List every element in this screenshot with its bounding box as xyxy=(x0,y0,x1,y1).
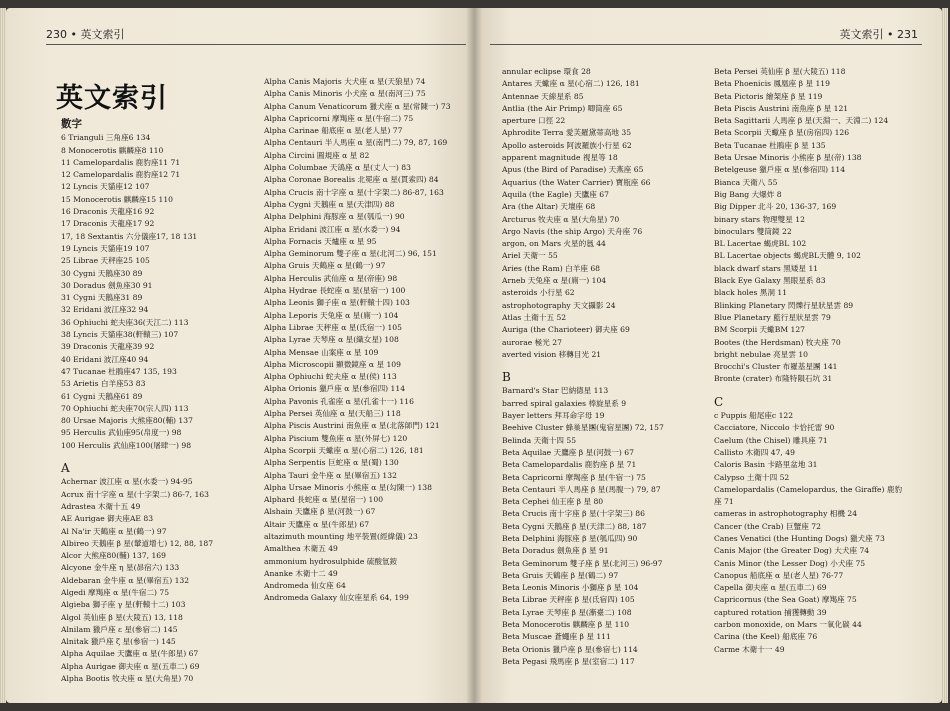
index-entry: Algieba 獅子座 γ 星(軒轅十二) 103 xyxy=(61,600,186,610)
index-entry: Callisto 木衛四 47, 49 xyxy=(714,447,795,457)
index-entry: 16 Draconis 天龍座16 92 xyxy=(61,207,155,217)
index-entry: Bianca 天衛八 55 xyxy=(714,177,778,187)
index-entry: Big Dipper 北斗 20, 136-37, 169 xyxy=(714,202,837,212)
index-entry: Andromeda Galaxy 仙女座星系 64, 199 xyxy=(264,593,409,603)
index-section-heading: 數字 xyxy=(61,118,82,130)
index-entry: Arneb 天兔座 α 星(廁一) 104 xyxy=(502,276,607,286)
index-entry: Alpha Columbae 天鴿座 α 星(丈人一) 83 xyxy=(264,163,411,173)
index-entry: Calypso 土衛十四 52 xyxy=(714,472,790,482)
book-gutter xyxy=(466,8,482,703)
left-page-column-2 xyxy=(264,76,469,605)
index-entry: Algol 英仙座 β 星(大陵五) 13, 118 xyxy=(61,612,183,622)
index-entry: Alpha Aquilae 天鷹座 α 星(牛郎星) 67 xyxy=(61,649,199,659)
left-page xyxy=(6,8,474,703)
index-entry: Beta Ursae Minoris 小熊座 β 星(帝) 138 xyxy=(714,153,862,163)
index-entry: Beta Gruis 天鶴座 β 星(鶴二) 97 xyxy=(502,570,619,580)
index-entry: Antennae 天線星系 85 xyxy=(502,91,584,101)
index-entry: Beta Phoenicis 鳳凰座 β 星 119 xyxy=(714,79,830,89)
index-entry: Belinda 天衛十四 55 xyxy=(502,435,577,445)
index-entry: Caelum (the Chisel) 雕具座 71 xyxy=(714,435,828,445)
index-entry: Beta Geminorum 雙子座 β 星(北河三) 96-97 xyxy=(502,558,663,568)
index-entry: Cancer (the Crab) 巨蟹座 72 xyxy=(714,521,821,531)
index-entry: Alpha Geminorum 雙子座 α 星(北河二) 96, 151 xyxy=(264,249,437,259)
index-entry: Aldebaran 金牛座 α 星(畢宿五) 132 xyxy=(61,575,190,585)
index-entry: Alpha Aurigae 御夫座 α 星(五車二) 69 xyxy=(61,661,200,671)
index-entry: Alpha Cygni 天鵝座 α 星(天津四) 88 xyxy=(264,199,395,209)
index-entry: Alpha Coronae Borealis 北冕座 α 星(貫索四) 84 xyxy=(264,175,439,185)
index-entry: Alpha Eridani 波江座 α 星(水委一) 94 xyxy=(264,224,401,234)
index-entry: Aquarius (the Water Carrier) 寶瓶座 66 xyxy=(502,177,651,187)
index-entry: Alpha Persei 英仙座 α 星(天船三) 118 xyxy=(264,409,401,419)
index-entry: black dwarf stars 黑矮星 11 xyxy=(714,263,819,273)
index-entry: Argo Navis (the ship Argo) 天舟座 76 xyxy=(502,226,643,236)
index-section-heading: A xyxy=(61,461,70,476)
index-entry: Ara (the Altar) 天壇座 68 xyxy=(502,202,596,212)
index-entry: Beta Tucanae 杜鵑座 β 星 135 xyxy=(714,140,826,150)
index-entry: Algedi 摩羯座 α 星(牛宿二) 75 xyxy=(61,587,170,597)
index-entry: barred spiral galaxies 棒旋星系 9 xyxy=(502,398,627,408)
index-entry: averted vision 移轉目光 21 xyxy=(502,349,602,359)
index-entry: Blue Planetary 藍行星狀星雲 79 xyxy=(714,312,831,322)
index-entry: Aries (the Ram) 白羊座 68 xyxy=(502,263,601,273)
index-entry: 19 Lyncis 天貓座19 107 xyxy=(61,243,150,253)
index-entry: argon, on Mars 火星的氬 44 xyxy=(502,239,606,249)
left-page-column-1 xyxy=(61,118,261,685)
index-entry: asteroids 小行星 62 xyxy=(502,288,575,298)
index-entry: 47 Tucanae 杜鵑座47 135, 193 xyxy=(61,366,177,376)
index-entry: 17 Draconis 天龍座17 92 xyxy=(61,219,155,229)
index-entry: Alpha Capricorni 摩羯座 α 星(牛宿二) 75 xyxy=(264,113,414,123)
index-entry: aperture 口徑 22 xyxy=(502,116,566,126)
index-entry: Alpha Serpentis 巨蛇座 α 星(蜀) 130 xyxy=(264,458,399,468)
index-entry: ammonium hydrosulphide 硫酸氫銨 xyxy=(264,556,398,566)
index-entry: Alpha Piscium 雙魚座 α 星(外屏七) 120 xyxy=(264,433,408,443)
index-entry: aurorae 極光 27 xyxy=(502,337,562,347)
index-entry: Beta Lyrae 天琴座 β 星(漸臺二) 108 xyxy=(502,607,632,617)
index-entry: Carina (the Keel) 船底座 76 xyxy=(714,632,818,642)
index-entry: Beta Camelopardalis 鹿豹座 β 星 71 xyxy=(502,460,637,470)
index-entry: 6 Trianguli 三角座6 134 xyxy=(61,133,151,143)
index-entry: Alpha Hydrae 長蛇座 α 星(星宿一) 100 xyxy=(264,286,406,296)
index-entry: Barnard's Star 巴納德星 113 xyxy=(502,386,609,396)
index-entry: Beta Persei 英仙座 β 星(大陵五) 118 xyxy=(714,67,846,76)
index-entry: Beta Pictoris 繪架座 β 星 119 xyxy=(714,91,823,101)
index-entry: Beta Monocerotis 麒麟座 β 星 110 xyxy=(502,620,630,630)
index-entry: Beta Orionis 獵戶座 β 星(參宿七) 114 xyxy=(502,644,638,654)
index-section-heading: C xyxy=(714,394,724,409)
index-entry: Brocchi's Cluster 布羅基星團 141 xyxy=(714,362,838,372)
index-entry: Capella 御夫座 α 星(五車二) 69 xyxy=(714,583,827,593)
index-entry: BM Scorpii 天蠍BM 127 xyxy=(714,325,806,335)
index-entry: 30 Doradus 劍魚座30 91 xyxy=(61,280,153,290)
index-entry: Canopus 船底座 α 星(老人星) 76-77 xyxy=(714,570,844,580)
index-entry: Apollo asteroids 阿波羅族小行星 62 xyxy=(502,140,632,150)
index-entry: Beta Doradus 劍魚座 β 星 91 xyxy=(502,546,609,556)
index-entry: Alpha Microscopii 顯微鏡座 α 星 109 xyxy=(264,359,401,369)
index-entry: Big Bang 大爆炸 8 xyxy=(714,189,782,199)
index-entry: Alpha Leonis 獅子座 α 星(軒轅十四) 103 xyxy=(264,298,410,308)
index-entry: Aphrodite Terra 愛芙羅黛蒂高地 35 xyxy=(502,128,632,138)
index-entry: Alpha Leporis 天兔座 α 星(廁一) 104 xyxy=(264,310,399,320)
index-entry: Alpha Librae 天秤座 α 星(氐宿一) 105 xyxy=(264,322,402,332)
index-entry: Alpha Scorpii 天蠍座 α 星(心宿二) 126, 181 xyxy=(264,445,424,455)
index-entry: Al Na'ir 天鶴座 α 星(鶴一) 97 xyxy=(61,526,167,536)
index-entry: Beta Delphini 海豚座 β 星(瓠瓜四) 90 xyxy=(502,533,638,543)
index-entry: 12 Camelopardalis 鹿豹座12 71 xyxy=(61,170,181,180)
index-entry: Canis Minor (the Lesser Dog) 小犬座 75 xyxy=(714,558,866,568)
index-entry: Atlas 土衛十五 52 xyxy=(502,312,567,322)
index-entry: Alpha Piscis Austrini 南魚座 α 星(北落師門) 121 xyxy=(264,421,440,431)
index-entry: Beta Capricorni 摩羯座 β 星(牛宿一) 75 xyxy=(502,472,646,482)
index-entry: Ananke 木衛十二 49 xyxy=(264,568,338,578)
index-entry: altazimuth mounting 地平裝置(經緯儀) 23 xyxy=(264,531,418,541)
index-entry: Alphard 長蛇座 α 星(星宿一) 100 xyxy=(264,495,384,505)
index-entry: Blinking Planetary 閃爍行星狀星雲 89 xyxy=(714,300,854,310)
index-entry: 80 Ursae Majoris 大熊座80(輔) 137 xyxy=(61,416,193,426)
index-entry: Alpha Tauri 金牛座 α 星(畢宿五) 132 xyxy=(264,470,397,480)
index-entry: 70 Ophiuchi 蛇夫座70(宗人四) 113 xyxy=(61,403,189,413)
index-entry: Ariel 天衛一 55 xyxy=(502,251,558,261)
index-entry: apparent magnitude 視星等 18 xyxy=(502,153,618,163)
index-entry: Alnilam 獵戶座 ε 星(參宿二) 145 xyxy=(61,624,178,634)
index-entry: Antlia (the Air Primp) 唧筒座 65 xyxy=(502,103,623,113)
index-entry: Alcyone 金牛座 η 星(昴宿六) 133 xyxy=(61,563,180,573)
index-entry: Antares 天蠍座 α 星(心宿二) 126, 181 xyxy=(502,79,640,89)
index-entry: Beehive Cluster 蜂巢星團(鬼宿星團) 72, 157 xyxy=(502,423,664,433)
index-entry: Alpha Circini 圓規座 α 星 82 xyxy=(264,150,370,160)
index-entry: Alpha Pavonis 孔雀座 α 星(孔雀十一) 116 xyxy=(264,396,414,406)
index-entry: Canes Venatici (the Hunting Dogs) 獵犬座 73 xyxy=(714,533,885,543)
index-entry: Alcor 大熊座80(輔) 137, 169 xyxy=(61,551,166,561)
right-page-column-2 xyxy=(714,66,919,656)
index-entry: 40 Eridani 波江座40 94 xyxy=(61,354,149,364)
index-entry: Beta Aquilae 天鷹座 β 星(河鼓一) 67 xyxy=(502,447,634,457)
left-running-head: 230 • 英文索引 xyxy=(46,28,125,41)
index-entry: black holes 黑洞 11 xyxy=(714,288,788,298)
right-page-edge xyxy=(942,8,948,703)
index-entry: BL Lacertae 蝎虎BL 102 xyxy=(714,239,807,249)
index-entry: Camelopardalis (Camelopardus, the Giraffe) 鹿豹座 71 xyxy=(714,484,903,507)
index-entry: Amalthea 木衛五 49 xyxy=(264,544,338,554)
index-entry: 30 Cygni 天鵝座30 89 xyxy=(61,268,143,278)
index-entry: Andromeda 仙女座 64 xyxy=(264,581,346,591)
index-entry: Alpha Ursae Minoris 小熊座 α 星(勾陳一) 138 xyxy=(264,482,432,492)
index-entry: 32 Eridani 波江座32 94 xyxy=(61,305,149,315)
index-entry: Beta Muscae 蒼蠅座 β 星 111 xyxy=(502,632,611,642)
index-entry: 17, 18 Sextantis 六分儀座17, 18 131 xyxy=(61,231,198,241)
index-entry: 53 Arietis 白羊座53 83 xyxy=(61,379,146,389)
right-running-head: 英文索引 • 231 xyxy=(839,28,918,41)
right-header-rule xyxy=(490,44,922,45)
index-entry: bright nebulae 亮星雲 10 xyxy=(714,349,808,359)
index-entry: 15 Monocerotis 麒麟座15 110 xyxy=(61,194,173,204)
index-entry: Capricornus (the Sea Goat) 摩羯座 75 xyxy=(714,595,857,605)
index-entry: 95 Herculis 武仙座95(帛度一) 98 xyxy=(61,428,182,438)
index-entry: AE Aurigae 御夫座AE 83 xyxy=(61,514,154,524)
index-entry: Betelgeuse 獵戶座 α 星(參宿四) 114 xyxy=(714,165,846,175)
index-entry: 39 Draconis 天龍座39 92 xyxy=(61,342,155,352)
index-entry: Beta Centauri 半人馬座 β 星(馬腹一) 79, 87 xyxy=(502,484,661,494)
index-entry: annular eclipse 環食 28 xyxy=(502,67,591,76)
index-title: 英文索引 xyxy=(56,83,168,114)
index-entry: 100 Herculis 武仙座100(屠肆一) 98 xyxy=(61,440,192,450)
index-entry: captured rotation 捕獲轉動 39 xyxy=(714,607,827,617)
index-entry: 36 Ophiuchi 蛇夫座36(天江二) 113 xyxy=(61,317,189,327)
index-entry: Achernar 波江座 α 星(水委一) 94-95 xyxy=(61,477,193,487)
index-entry: Arcturus 牧夫座 α 星(大角星) 70 xyxy=(502,214,620,224)
index-entry: 25 Librae 天秤座25 105 xyxy=(61,256,150,266)
index-entry: c Puppis 船尾座c 122 xyxy=(714,411,794,421)
index-entry: Beta Leonis Minoris 小獅座 β 星 104 xyxy=(502,583,639,593)
index-entry: Bronte (crater) 布隆特隕石坑 31 xyxy=(714,374,833,384)
index-entry: Apus (the Bird of Paradise) 天燕座 65 xyxy=(502,165,644,175)
index-entry: Alpha Fornacis 天爐座 α 星 95 xyxy=(264,236,377,246)
index-entry: Beta Pegasi 飛馬座 β 星(室宿二) 117 xyxy=(502,656,635,666)
index-entry: cameras in astrophotography 相機 24 xyxy=(714,509,858,519)
index-entry: 12 Lyncis 天貓座12 107 xyxy=(61,182,150,192)
index-entry: Alpha Bootis 牧夫座 α 星(大角星) 70 xyxy=(61,674,194,684)
index-entry: Black Eye Galaxy 黑眼星系 83 xyxy=(714,276,826,286)
index-entry: Alpha Centauri 半人馬座 α 星(南門二) 79, 87, 169 xyxy=(264,138,448,148)
index-entry: Alpha Orionis 獵戶座 α 星(參宿四) 114 xyxy=(264,384,406,394)
index-entry: 8 Monocerotis 麒麟座8 110 xyxy=(61,145,164,155)
index-entry: Beta Librae 天秤座 β 星(氐宿四) 105 xyxy=(502,595,635,605)
index-entry: Alpha Gruis 天鶴座 α 星(鶴一) 97 xyxy=(264,261,386,271)
index-entry: Altair 天鷹座 α 星(牛郎星) 67 xyxy=(264,519,370,529)
index-entry: Acrux 南十字座 α 星(十字架二) 86-7, 163 xyxy=(61,489,209,499)
index-entry: Alpha Delphini 海豚座 α 星(瓠瓜一) 90 xyxy=(264,212,405,222)
index-entry: carbon monoxide, on Mars 一氧化碳 44 xyxy=(714,620,862,630)
index-entry: 11 Camelopardalis 鹿豹座11 71 xyxy=(61,157,181,167)
index-entry: Beta Piscis Austrini 南魚座 β 星 121 xyxy=(714,103,849,113)
index-entry: Aquila (the Eagle) 天鷹座 67 xyxy=(502,189,609,199)
index-entry: Alpha Crucis 南十字座 α 星(十字架二) 86-87, 163 xyxy=(264,187,444,197)
index-entry: astrophotography 天文攝影 24 xyxy=(502,300,616,310)
index-entry: Adrastea 木衛十五 49 xyxy=(61,501,141,511)
left-header-rule xyxy=(46,44,466,45)
index-entry: Bayer letters 拜耳命字母 19 xyxy=(502,411,605,421)
index-entry: Alshain 天鷹座 β 星(河鼓一) 67 xyxy=(264,507,376,517)
index-entry: Alpha Herculis 武仙座 α 星(帝座) 98 xyxy=(264,273,398,283)
index-entry: binary stars 物理雙星 12 xyxy=(714,214,805,224)
index-entry: Alpha Canis Minoris 小犬座 α 星(南河三) 75 xyxy=(264,89,426,99)
index-entry: Alpha Canum Venaticorum 獵犬座 α 星(常陳一) 73 xyxy=(264,101,451,111)
index-entry: Alpha Lyrae 天琴座 α 星(織女星) 108 xyxy=(264,335,399,345)
index-entry: Caloris Basin 卡路里盆地 31 xyxy=(714,460,818,470)
index-entry: Alpha Mensae 山案座 α 星 109 xyxy=(264,347,379,357)
index-entry: Beta Sagittarii 人馬座 β 星(天淵一、天淵二) 124 xyxy=(714,116,889,126)
right-page-column-1 xyxy=(502,66,707,668)
index-entry: Bootes (the Herdsman) 牧夫座 70 xyxy=(714,337,841,347)
index-entry: Cacciatore, Niccolo 卡恰托雷 90 xyxy=(714,423,835,433)
index-entry: 61 Cygni 天鵝座61 89 xyxy=(61,391,143,401)
right-page xyxy=(474,8,942,703)
index-entry: BL Lacertae objects 蝎虎BL天體 9, 102 xyxy=(714,251,861,261)
index-entry: Auriga (the Charioteer) 御夫座 69 xyxy=(502,325,630,335)
index-entry: Albireo 天鵝座 β 星(輦道增七) 12, 88, 187 xyxy=(61,538,214,548)
index-entry: 31 Cygni 天鵝座31 89 xyxy=(61,293,143,303)
index-section-heading: B xyxy=(502,370,511,385)
index-entry: Alpha Ophiuchi 蛇夫座 α 星(侯) 113 xyxy=(264,372,397,382)
index-entry: Beta Scorpii 天蠍座 β 星(房宿四) 126 xyxy=(714,128,850,138)
index-entry: Beta Crucis 南十字座 β 星(十字架三) 86 xyxy=(502,509,645,519)
index-entry: 38 Lyncis 天貓座38(軒轅三) 107 xyxy=(61,330,179,340)
index-entry: Carme 木衛十一 49 xyxy=(714,644,785,654)
index-entry: binoculars 雙筒鏡 22 xyxy=(714,226,792,236)
index-entry: Beta Cephei 仙王座 β 星 80 xyxy=(502,497,604,507)
index-entry: Alpha Canis Majoris 大犬座 α 星(天狼星) 74 xyxy=(264,77,426,86)
index-entry: Alnitak 獵戶座 ζ 星(參宿一) 145 xyxy=(61,637,176,647)
index-entry: Beta Cygni 天鵝座 β 星(天津二) 88, 187 xyxy=(502,521,647,531)
index-entry: Alpha Carinae 船底座 α 星(老人星) 77 xyxy=(264,126,403,136)
index-entry: Canis Major (the Greater Dog) 大犬座 74 xyxy=(714,546,870,556)
